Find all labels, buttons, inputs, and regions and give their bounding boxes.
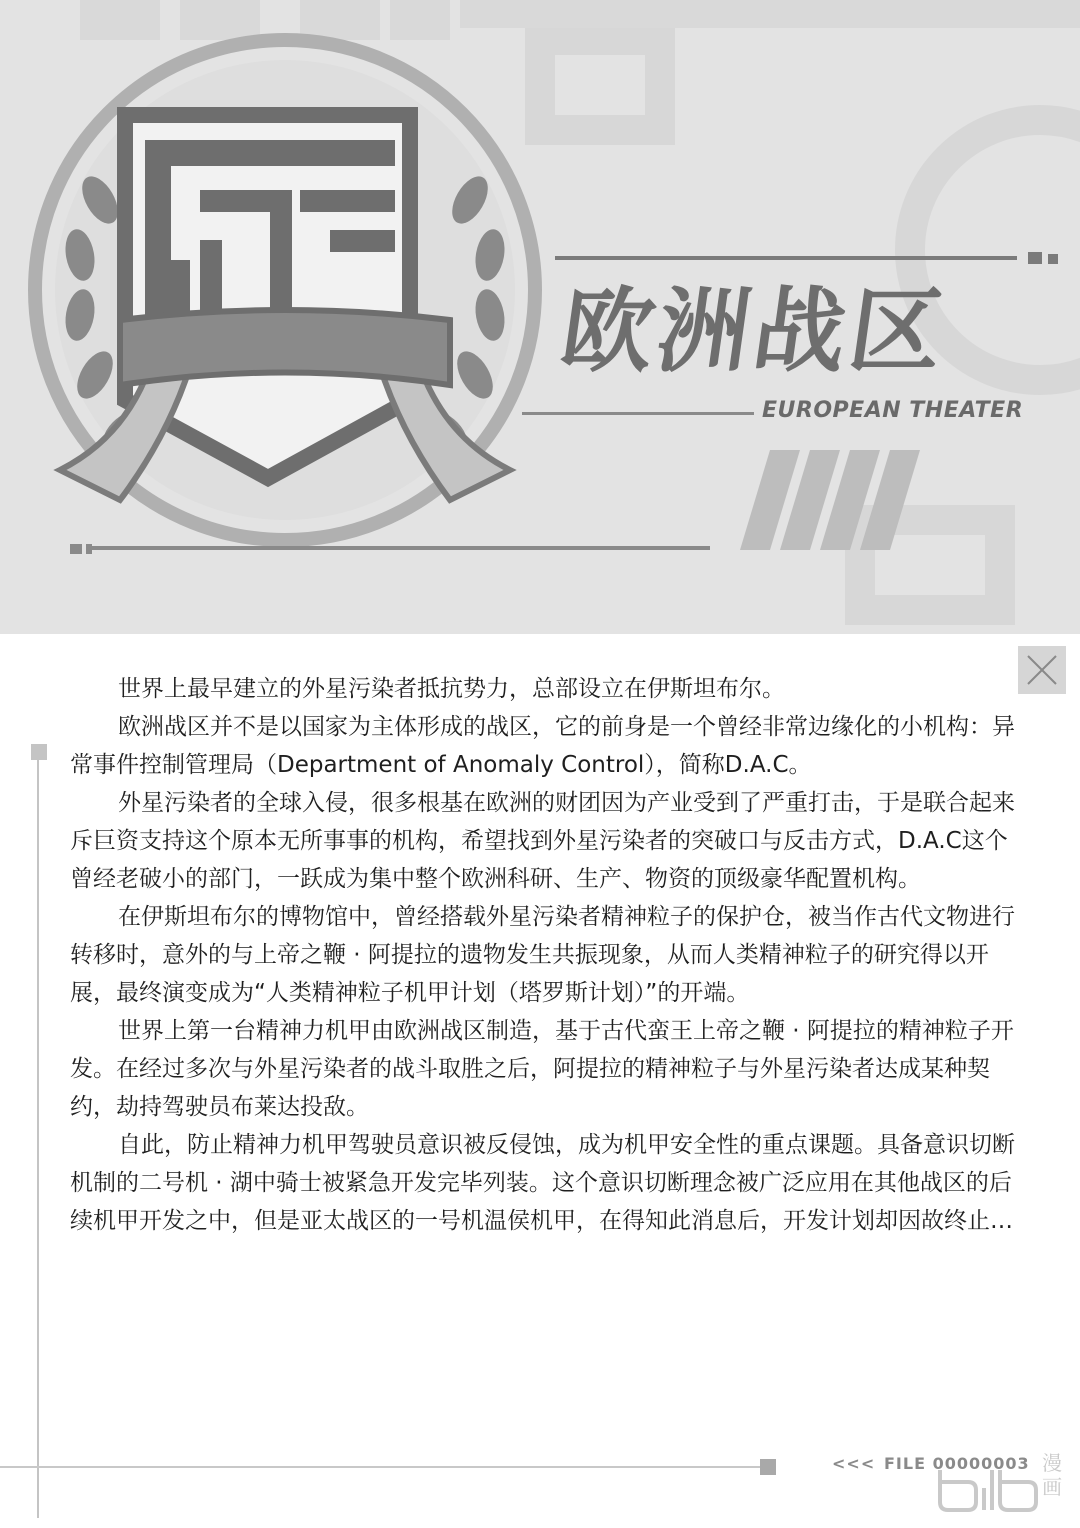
page-title-cn: 欧洲战区 [554,278,954,385]
article-body [70,670,1030,1240]
footer-arrows: <<< [832,1454,876,1473]
watermark-text: 漫画 [1042,1451,1062,1499]
paragraph: 在伊斯坦布尔的博物馆中，曾经搭载外星污染者精神粒子的保护仓，被当作古代文物进行转移时，意外的与上帝之鞭 · 阿提拉的遗物发生共振现象，从而人类精神粒子的研究得以开展，最终演变成为“人类精神粒子机甲计划（塔罗斯计划）”的开端。 [70,904,1015,1006]
header-banner [0,0,1080,634]
side-decor-line [37,760,39,1518]
paragraph: 自此，防止精神力机甲驾驶员意识被反侵蚀，成为机甲安全性的重点课题。具备意识切断机制的二号机 · 湖中骑士被紧急开发完毕列装。这个意识切断理念被广泛应用在其他战区的后续机甲开发之中，但是亚太战区的一号机温侯机甲，在得知此消息后，开发计划却因故终止… [70,1132,1015,1234]
footer-divider [0,1466,760,1468]
paragraph: 外星污染者的全球入侵，很多根基在欧洲的财团因为产业受到了严重打击，于是联合起来斥巨资支持这个原本无所事事的机构，希望找到外星污染者的突破口与反击方式，D.A.C这个曾经老破小的部门，一跃成为集中整个欧洲科研、生产、物资的顶级豪华配置机构。 [70,790,1015,892]
side-decor-square [31,744,47,760]
footer-square [760,1459,776,1475]
file-number: FILE 00000003 [884,1454,1030,1473]
page-title-en: EUROPEAN THEATER [762,398,1024,423]
paragraph: 欧洲战区并不是以国家为主体形成的战区，它的前身是一个曾经非常边缘化的小机构：异常事件控制管理局（Department of Anomaly Control），简称D.A.C。 [70,714,1015,778]
paragraph: 世界上第一台精神力机甲由欧洲战区制造，基于古代蛮王上帝之鞭 · 阿提拉的精神粒子开发。在经过多次与外星污染者的战斗取胜之后，阿提拉的精神粒子与外星污染者达成某种契约，劫持驾驶员布莱达投敌。 [70,1018,1014,1120]
bilibili-manga-watermark [930,1440,1070,1516]
paragraph: 世界上最早建立的外星污染者抵抗势力，总部设立在伊斯坦布尔。 [118,676,785,702]
